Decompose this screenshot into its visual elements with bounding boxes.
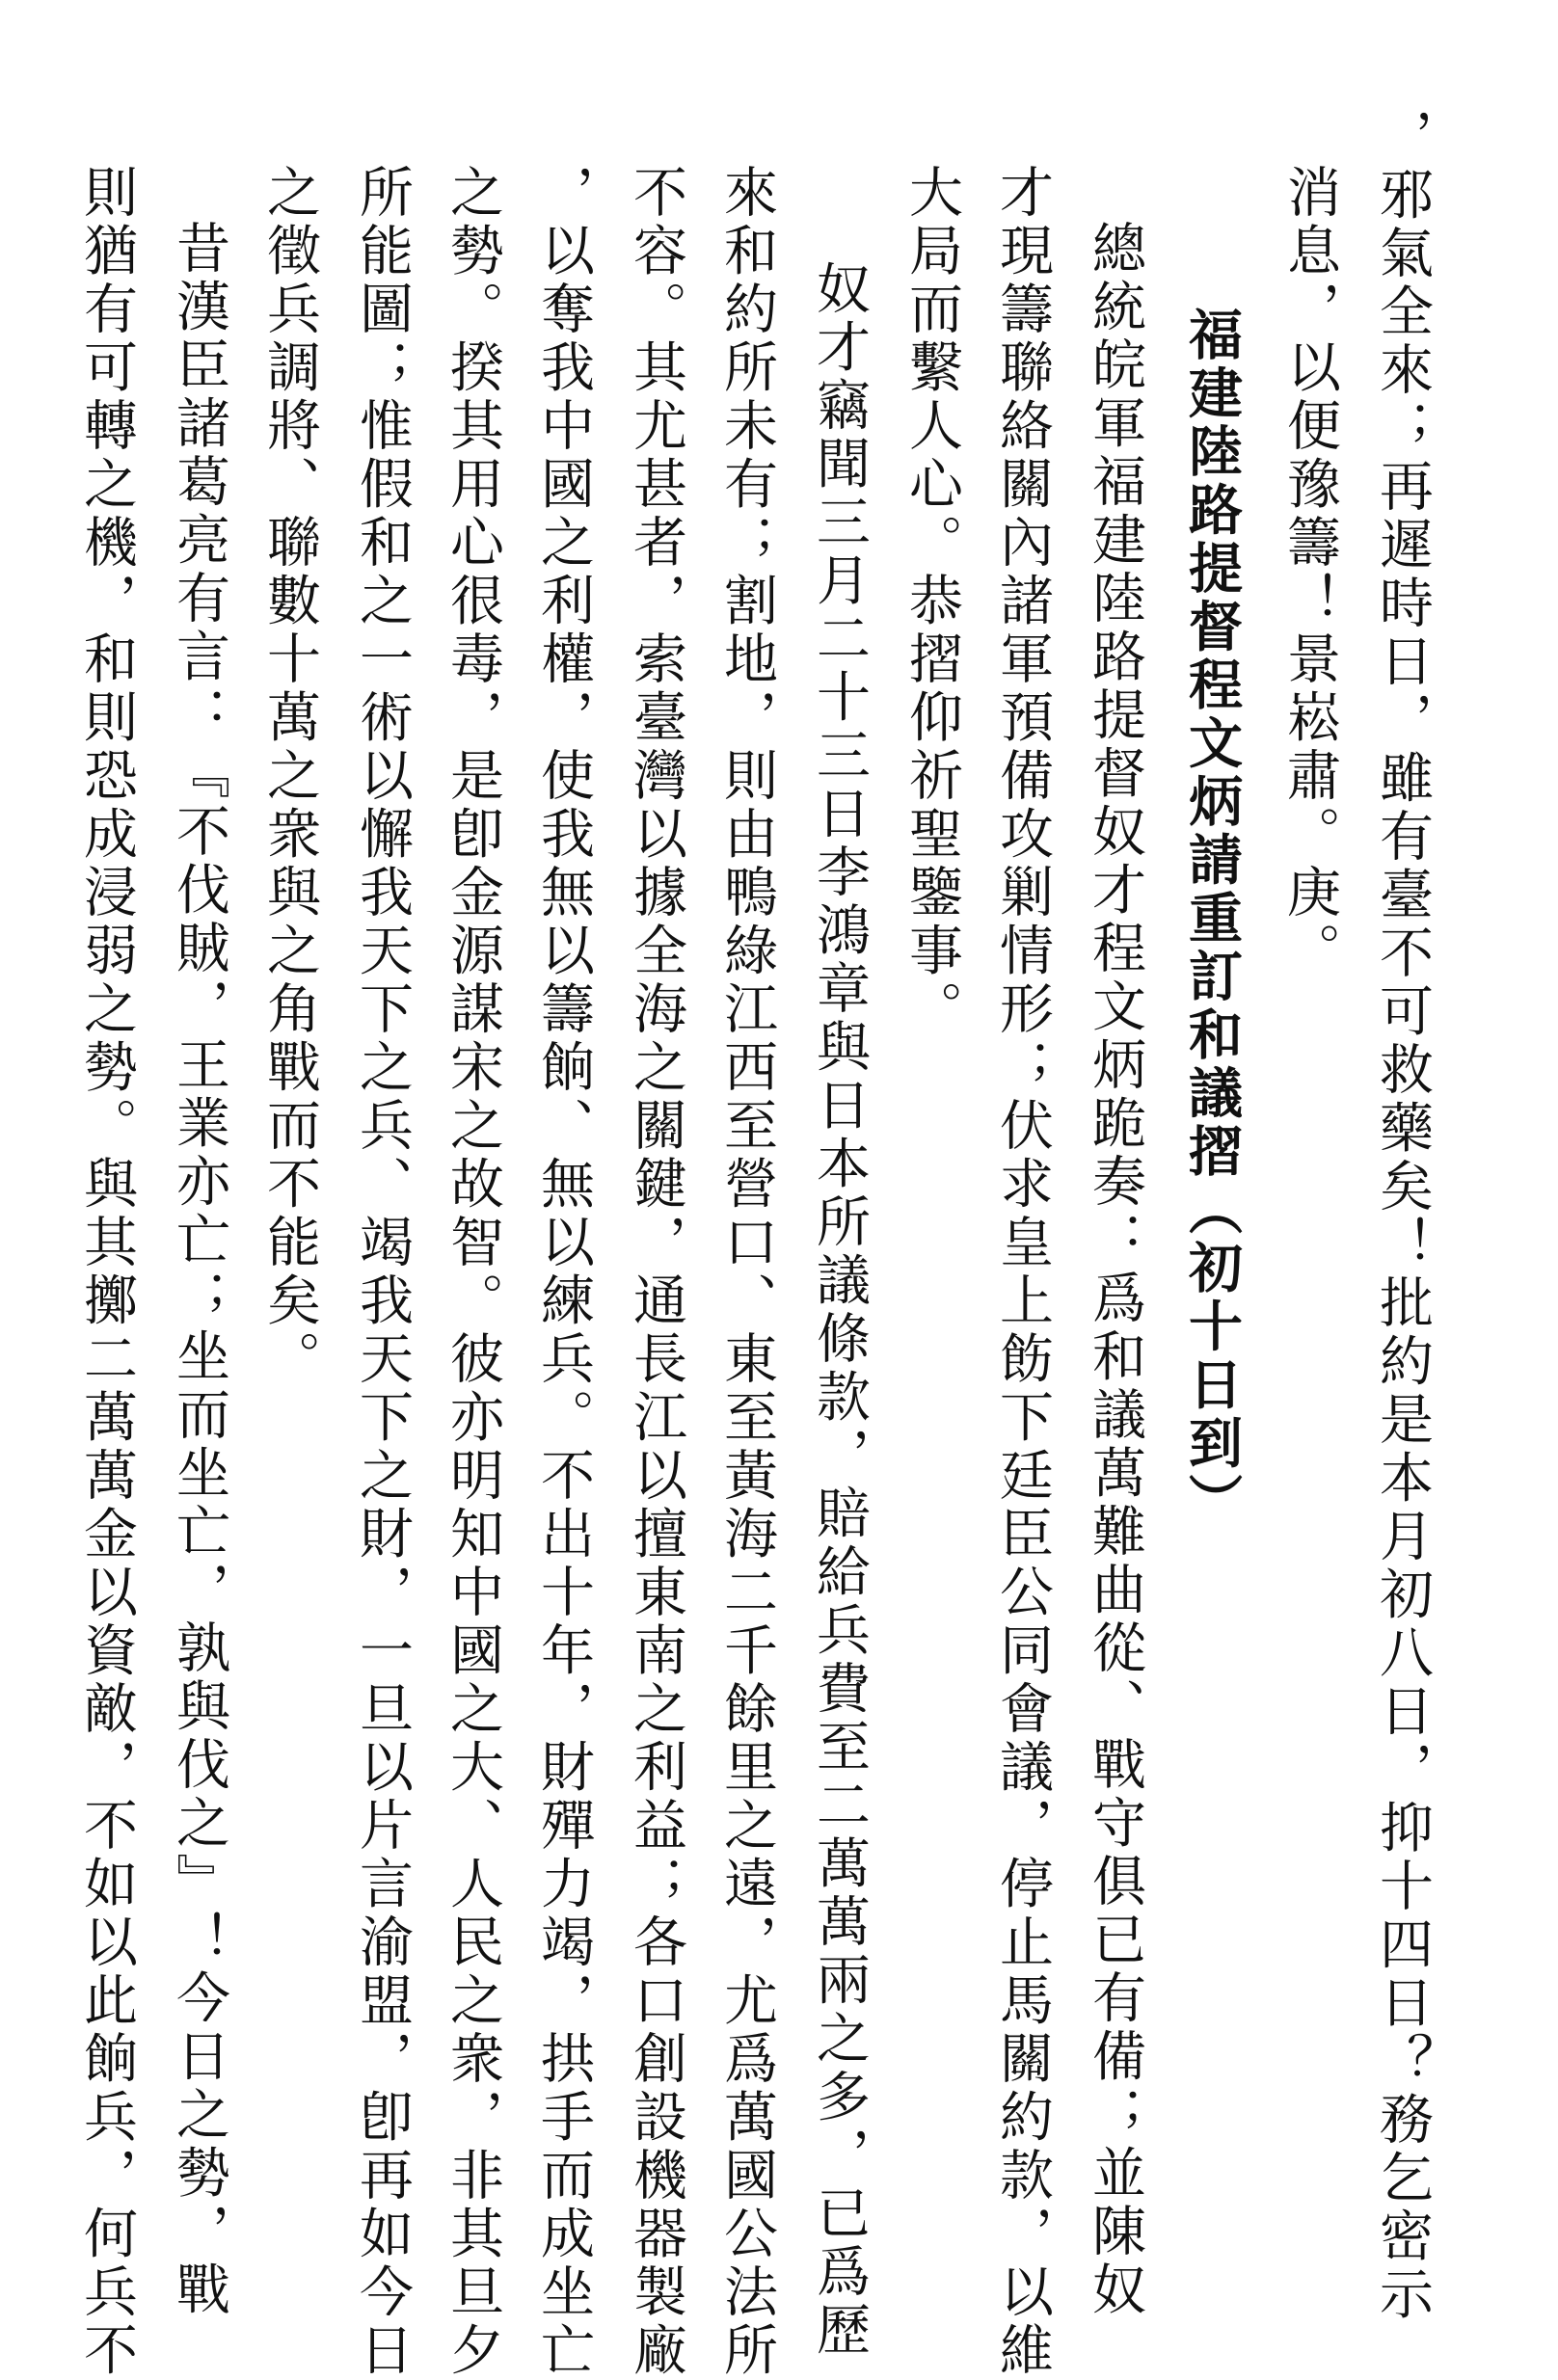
text-column-8: 來和約所未有；割地，則由鴨綠江西至營口、東至黃海二千餘里之遠，尤爲萬國公法所 [715, 164, 778, 2380]
text-column-9: 不容。其尤甚者，索臺灣以據全海之關鍵，通長江以擅東南之利益；各口創設機器製廠 [625, 164, 687, 2380]
memorial-title: 福建陸路提督程文炳請重訂和議摺（初十日到） [1180, 307, 1243, 1532]
text-column-11: 之勢。揆其用心很毒，是卽金源謀宋之故智。彼亦明知中國之大、人民之衆，非其旦夕 [442, 164, 504, 2380]
text-column-7: 奴才竊聞三月二十三日李鴻章與日本所議條款，賠給兵費至二萬萬兩之多，已爲歷 [808, 260, 871, 2360]
text-column-13: 之徵兵調將、聯數十萬之衆與之角戰而不能矣。 [258, 164, 321, 1389]
text-column-15: 則猶有可轉之機，和則恐成浸弱之勢。與其擲二萬萬金以資敵，不如以此餉兵，何兵不 [75, 164, 138, 2380]
text-column-2: 消息，以便豫籌！景崧肅。庚。 [1278, 164, 1341, 980]
text-column-1: ，邪氣全來；再遲時日，雖有臺不可救藥矣！批約是本月初八日，抑十四日？務乞密示 [1371, 108, 1434, 2324]
text-column-10: ，以奪我中國之利權，使我無以籌餉、無以練兵。不出十年，財殫力竭，拱手而成坐亡 [532, 164, 595, 2380]
text-column-12: 所能圖；惟假和之一術以懈我天下之兵、竭我天下之財，一旦以片言渝盟，卽再如今日 [351, 164, 414, 2380]
text-column-6: 大局而繫人心。恭摺仰祈聖鑒事。 [900, 164, 963, 1039]
text-column-14: 昔漢臣諸葛亮有言：『不伐賊，王業亦亡；坐而坐亡，孰與伐之』！今日之勢，戰 [168, 220, 230, 2319]
text-column-4: 總統皖軍福建陸路提督奴才程文炳跪奏：爲和議萬難曲從、戰守俱已有備；並陳奴 [1084, 220, 1146, 2319]
text-column-5: 才現籌聯絡關內諸軍預備攻剿情形；伏求皇上飭下廷臣公同會議，停止馬關約款，以維 [991, 164, 1054, 2380]
